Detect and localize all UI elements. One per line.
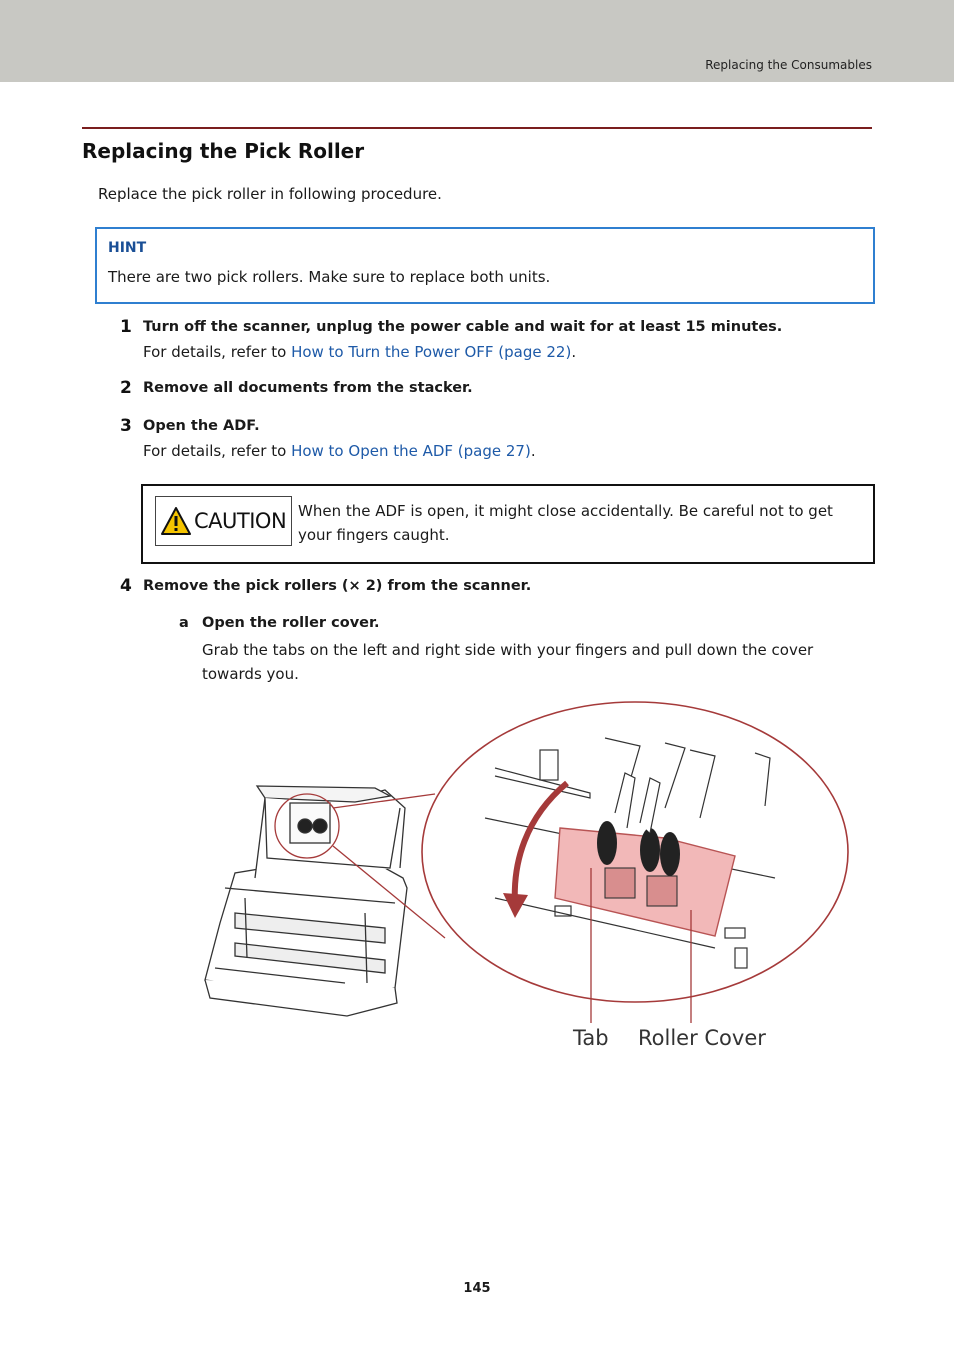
step-title: Turn off the scanner, unplug the power cable and wait for at least 15 minutes. xyxy=(143,319,783,335)
hint-text: There are two pick rollers. Make sure to replace both units. xyxy=(108,268,551,286)
substep-title: Open the roller cover. xyxy=(202,615,380,631)
caution-box xyxy=(141,484,875,564)
page-header-bar xyxy=(0,0,954,82)
detail-prefix: For details, refer to xyxy=(143,442,292,460)
step-detail xyxy=(143,442,536,460)
caution-badge xyxy=(155,496,292,546)
step-number: 4 xyxy=(120,576,132,596)
step-number: 1 xyxy=(120,317,132,337)
hint-label: HINT xyxy=(108,240,147,256)
caution-text: When the ADF is open, it might close accidentally. Be careful not to get your fingers caught. xyxy=(298,502,833,544)
step-detail xyxy=(143,343,576,361)
step-number: 3 xyxy=(120,416,132,436)
intro-text: Replace the pick roller in following procedure. xyxy=(98,185,442,203)
substep-letter: a xyxy=(179,615,189,631)
title-rule xyxy=(82,127,872,129)
roller-cover-figure xyxy=(195,698,855,1058)
hint-box xyxy=(95,227,875,304)
link-open-adf[interactable]: How to Open the ADF (page 27) xyxy=(291,442,531,460)
detail-prefix: For details, refer to xyxy=(143,343,292,361)
step-title: Remove the pick rollers (× 2) from the scanner. xyxy=(143,578,532,594)
substep-text: Grab the tabs on the left and right side with your fingers and pull down the cover towards you. xyxy=(202,641,814,683)
caution-label: CAUTION xyxy=(194,509,287,533)
scanner-body-drawing xyxy=(205,786,407,1016)
scanner-illustration xyxy=(195,698,855,1058)
step-number: 2 xyxy=(120,378,132,398)
page-number: 145 xyxy=(463,1281,491,1296)
roller-cover-label: Roller Cover xyxy=(638,1026,766,1050)
detail-suffix: . xyxy=(571,343,577,361)
header-section-title: Replacing the Consumables xyxy=(705,58,872,72)
page-title: Replacing the Pick Roller xyxy=(82,139,365,163)
warning-triangle-icon xyxy=(160,506,192,536)
tab-label: Tab xyxy=(573,1026,609,1050)
step-title: Remove all documents from the stacker. xyxy=(143,380,473,396)
detail-suffix: . xyxy=(530,442,536,460)
step-title: Open the ADF. xyxy=(143,418,260,434)
link-power-off[interactable]: How to Turn the Power OFF (page 22) xyxy=(291,343,572,361)
